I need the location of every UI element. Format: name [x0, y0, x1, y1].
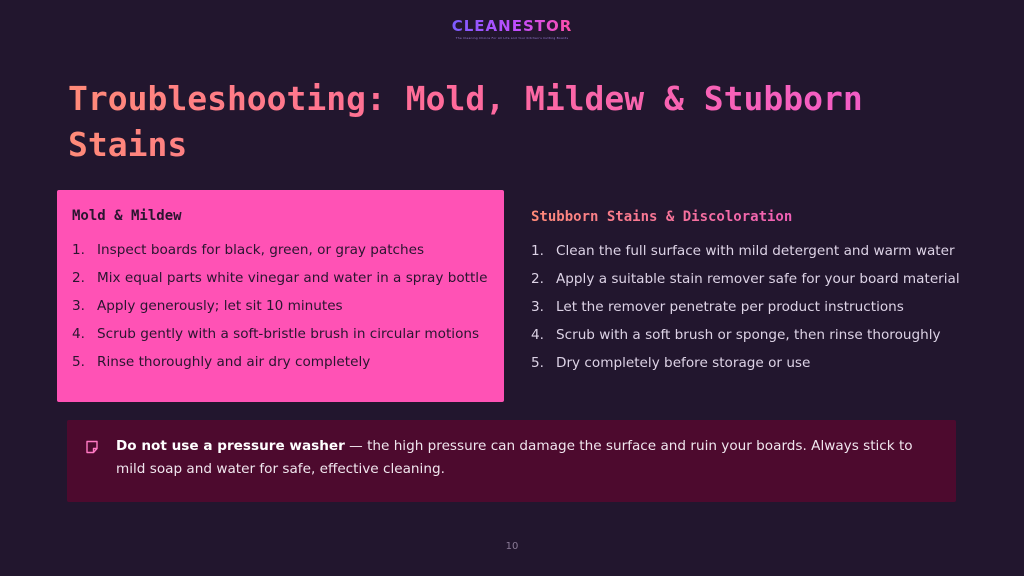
step-text: Scrub with a soft brush or sponge, then rinse thoroughly	[556, 327, 941, 343]
step-number: 1.	[531, 243, 544, 259]
step-text: Apply generously; let sit 10 minutes	[97, 298, 343, 314]
list-item	[531, 240, 971, 262]
step-text: Mix equal parts white vinegar and water in a spray bottle	[97, 270, 488, 286]
step-number: 1.	[72, 242, 85, 258]
step-number: 2.	[531, 271, 544, 287]
step-text: Scrub gently with a soft-bristle brush in circular motions	[97, 326, 480, 342]
list-item	[72, 239, 488, 261]
step-text: Inspect boards for black, green, or gray patches	[97, 242, 425, 258]
warning-body: — the high pressure can damage the surface and ruin your boards. Always stick to mild soap and water for safe, effective cleaning.	[116, 438, 913, 477]
list-item	[531, 352, 971, 374]
note-icon	[85, 440, 99, 454]
list-item	[531, 296, 971, 318]
brand-logo	[0, 16, 1024, 40]
mold-mildew-card	[57, 190, 504, 402]
stubborn-stains-steps	[531, 240, 971, 374]
list-item	[72, 267, 488, 289]
step-number: 4.	[531, 327, 544, 343]
step-number: 4.	[72, 326, 85, 342]
list-item	[531, 268, 971, 290]
page-number: 10	[505, 541, 519, 552]
step-text: Rinse thoroughly and air dry completely	[97, 354, 371, 370]
list-item	[72, 323, 488, 345]
step-number: 5.	[531, 355, 544, 371]
step-text: Clean the full surface with mild detergent and warm water	[556, 243, 955, 259]
stubborn-stains-section	[531, 206, 971, 380]
step-text: Let the remover penetrate per product instructions	[556, 299, 904, 315]
mold-mildew-heading: Mold & Mildew	[72, 208, 182, 224]
list-item	[72, 295, 488, 317]
pressure-washer-warning	[67, 420, 956, 502]
list-item	[72, 351, 488, 373]
step-text: Dry completely before storage or use	[556, 355, 811, 371]
step-text: Apply a suitable stain remover safe for your board material	[556, 271, 960, 287]
step-number: 3.	[531, 299, 544, 315]
mold-mildew-steps	[72, 239, 488, 373]
warning-bold: Do not use a pressure washer	[116, 438, 345, 454]
slide-title: Troubleshooting: Mold, Mildew & Stubborn Stains	[68, 76, 898, 168]
stubborn-stains-heading: Stubborn Stains & Discoloration	[531, 209, 793, 225]
step-number: 2.	[72, 270, 85, 286]
warning-text	[116, 435, 932, 481]
step-number: 3.	[72, 298, 85, 314]
list-item	[531, 324, 971, 346]
step-number: 5.	[72, 354, 85, 370]
logo-tagline: The Cleaning Choice For All Life and Your Kitchen's Cutting Boards	[455, 36, 569, 40]
logo-wordmark: CLEANESTOR	[451, 17, 573, 35]
